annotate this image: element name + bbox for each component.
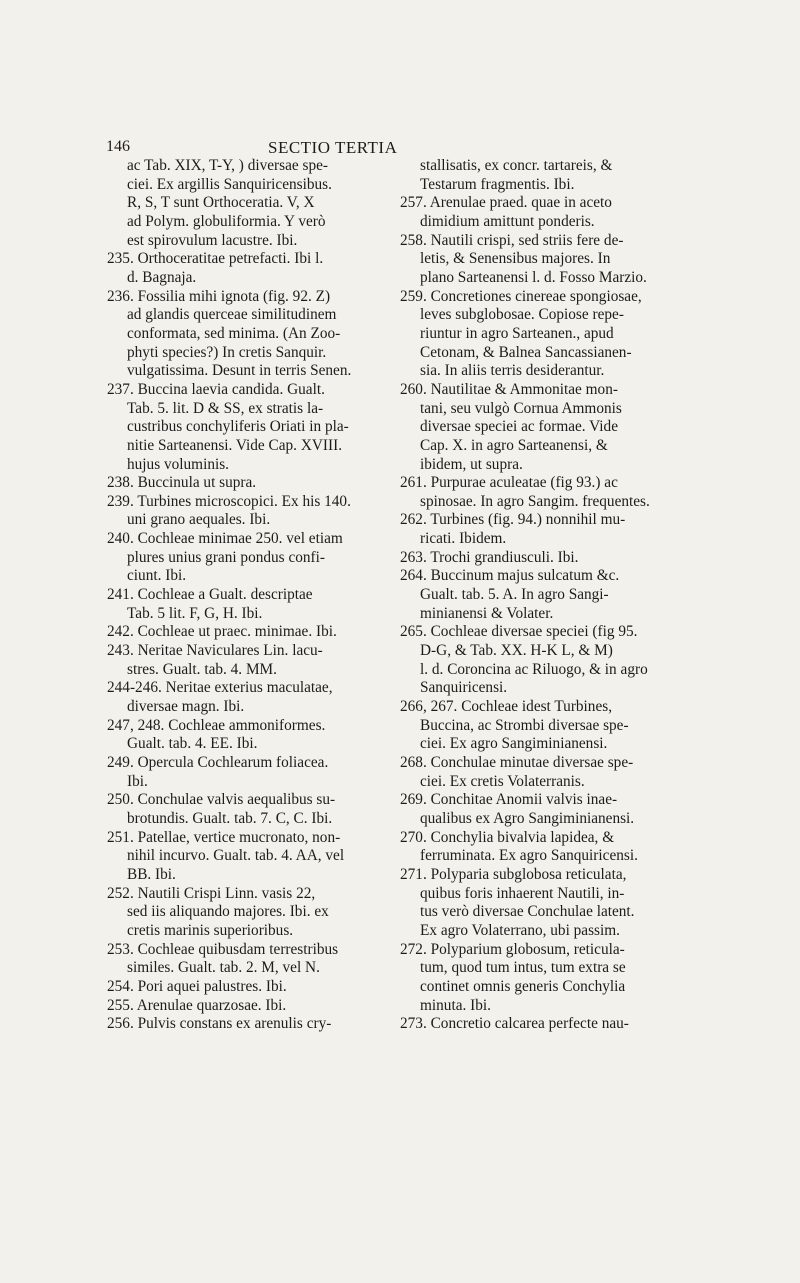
text-line: ibidem, ut supra. xyxy=(420,455,523,473)
text-line: 237. Buccina laevia candida. Gualt. xyxy=(107,380,325,398)
text-line: sia. In aliis terris desiderantur. xyxy=(420,362,605,380)
text-line: ad glandis querceae similitudinem xyxy=(127,306,337,324)
text-line: 244-246. Neritae exterius maculatae, xyxy=(107,679,333,697)
text-line: ciunt. Ibi. xyxy=(127,567,187,585)
text-line: hujus voluminis. xyxy=(127,455,229,473)
text-line: leves subglobosae. Copiose repe- xyxy=(420,306,624,324)
text-line: 239. Turbines microscopici. Ex his 140. xyxy=(107,492,351,510)
text-line: 236. Fossilia mihi ignota (fig. 92. Z) xyxy=(107,287,331,305)
text-line: 268. Conchulae minutae diversae spe- xyxy=(400,754,634,771)
text-line: 272. Polyparium globosum, reticula- xyxy=(400,940,625,958)
text-line: 270. Conchylia bivalvia lapidea, & xyxy=(400,828,615,846)
text-line: Gualt. tab. 5. A. In agro Sangi- xyxy=(420,586,609,604)
text-line: 255. Arenulae quarzosae. Ibi. xyxy=(107,996,287,1014)
text-line: minianensi & Volater. xyxy=(420,604,554,622)
text-line: ciei. Ex cretis Volaterranis. xyxy=(420,772,585,790)
text-line: 263. Trochi grandiusculi. Ibi. xyxy=(400,548,579,566)
text-line: plures unius grani pondus confi- xyxy=(127,548,325,566)
text-line: minuta. Ibi. xyxy=(420,996,491,1014)
text-line: est spirovulum lacustre. Ibi. xyxy=(127,231,298,249)
text-line: diversae speciei ac formae. Vide xyxy=(420,418,618,436)
text-line: tani, seu vulgò Cornua Ammonis xyxy=(420,399,622,417)
running-title: SECTIO TERTIA xyxy=(268,138,398,157)
text-line: 266, 267. Cochleae idest Turbines, xyxy=(400,698,613,716)
text-line: Gualt. tab. 4. EE. Ibi. xyxy=(127,735,258,753)
text-line: quibus foris inhaerent Nautili, in- xyxy=(420,884,625,902)
text-line: Cap. X. in agro Sarteanensi, & xyxy=(420,436,608,454)
text-line: Tab. 5 lit. F, G, H. Ibi. xyxy=(127,604,263,622)
text-line: cretis marinis superioribus. xyxy=(127,921,294,939)
right-text-column xyxy=(400,157,695,1034)
text-line: Tab. 5. lit. D & SS, ex stratis la- xyxy=(127,399,324,417)
text-line: phyti species?) In cretis Sanquir. xyxy=(127,343,327,361)
text-line: brotundis. Gualt. tab. 7. C, C. Ibi. xyxy=(127,809,333,827)
text-line: stres. Gualt. tab. 4. MM. xyxy=(127,660,277,678)
text-line: ricati. Ibidem. xyxy=(420,530,507,548)
text-line: ciei. Ex argillis Sanquiricensibus. xyxy=(127,175,332,193)
text-line: 251. Patellae, vertice mucronato, non- xyxy=(107,828,341,846)
text-line: 235. Orthoceratitae petrefacti. Ibi l. xyxy=(107,250,324,268)
text-line: nihil incurvo. Gualt. tab. 4. AA, vel xyxy=(127,847,345,865)
text-line: spinosae. In agro Sangim. frequentes. xyxy=(420,492,650,510)
text-line: ciei. Ex agro Sangiminianensi. xyxy=(420,735,608,753)
text-line: 257. Arenulae praed. quae in aceto xyxy=(400,194,612,212)
text-line: Testarum fragmentis. Ibi. xyxy=(420,175,575,193)
text-line: vulgatissima. Desunt in terris Senen. xyxy=(127,362,352,380)
text-line: continet omnis generis Conchylia xyxy=(420,977,626,995)
text-line: Ibi. xyxy=(127,772,148,790)
text-line: 259. Concretiones cinereae spongiosae, xyxy=(400,287,642,305)
text-line: l. d. Coroncina ac Riluogo, & in agro xyxy=(420,660,648,678)
text-line: 256. Pulvis constans ex arenulis cry- xyxy=(107,1015,332,1033)
text-line: 241. Cochleae a Gualt. descriptae xyxy=(107,586,313,604)
text-line: ad Polym. globuliformia. Y verò xyxy=(127,212,326,230)
text-line: sed iis aliquando majores. Ibi. ex xyxy=(127,903,329,921)
page-number: 146 xyxy=(106,138,130,155)
text-line: D-G, & Tab. XX. H-K L, & M) xyxy=(420,642,613,660)
text-line: 260. Nautilitae & Ammonitae mon- xyxy=(400,380,618,398)
text-line: stallisatis, ex concr. tartareis, & xyxy=(420,157,613,174)
text-line: Buccina, ac Strombi diversae spe- xyxy=(420,716,629,734)
text-line: 271. Polyparia subglobosa reticulata, xyxy=(400,865,627,883)
text-line: 265. Cochleae diversae speciei (fig 95. xyxy=(400,623,638,641)
text-line: qualibus ex Agro Sangiminianensi. xyxy=(420,809,635,827)
text-line: 253. Cochleae quibusdam terrestribus xyxy=(107,940,339,958)
text-line: riuntur in agro Sarteanen., apud xyxy=(420,324,614,342)
text-line: similes. Gualt. tab. 2. M, vel N. xyxy=(127,959,320,977)
text-line: Cetonam, & Balnea Sancassianen- xyxy=(420,343,632,361)
text-line: conformata, sed minima. (An Zoo- xyxy=(127,324,341,342)
text-line: BB. Ibi. xyxy=(127,865,176,883)
text-line: dimidium amittunt ponderis. xyxy=(420,212,595,230)
text-line: ac Tab. XIX, T-Y, ) diversae spe- xyxy=(127,157,328,174)
text-line: tus verò diversae Conchulae latent. xyxy=(420,903,635,921)
text-line: plano Sarteanensi l. d. Fosso Marzio. xyxy=(420,268,647,286)
text-line: 240. Cochleae minimae 250. vel etiam xyxy=(107,530,343,548)
left-text-column xyxy=(107,157,375,1034)
text-line: 243. Neritae Naviculares Lin. lacu- xyxy=(107,642,323,660)
text-line: 258. Nautili crispi, sed striis fere de- xyxy=(400,231,624,249)
text-line: R, S, T sunt Orthoceratia. V, X xyxy=(127,194,315,212)
text-line: Sanquiricensi. xyxy=(420,679,508,697)
text-line: tum, quod tum intus, tum extra se xyxy=(420,959,626,977)
text-line: 261. Purpurae aculeatae (fig 93.) ac xyxy=(400,474,618,492)
text-line: ferruminata. Ex agro Sanquiricensi. xyxy=(420,847,638,865)
text-line: 238. Buccinula ut supra. xyxy=(107,474,257,492)
text-line: nitie Sarteanensi. Vide Cap. XVIII. xyxy=(127,436,343,454)
text-line: 254. Pori aquei palustres. Ibi. xyxy=(107,977,287,995)
text-line: 249. Opercula Cochlearum foliacea. xyxy=(107,754,329,771)
text-line: letis, & Senensibus majores. In xyxy=(420,250,611,268)
text-line: d. Bagnaja. xyxy=(127,268,197,286)
text-line: 242. Cochleae ut praec. minimae. Ibi. xyxy=(107,623,337,641)
text-line: uni grano aequales. Ibi. xyxy=(127,511,271,529)
text-line: 273. Concretio calcarea perfecte nau- xyxy=(400,1015,629,1033)
text-line: 262. Turbines (fig. 94.) nonnihil mu- xyxy=(400,511,626,529)
text-line: 269. Conchitae Anomii valvis inae- xyxy=(400,791,618,809)
text-line: 252. Nautili Crispi Linn. vasis 22, xyxy=(107,884,316,902)
text-line: diversae magn. Ibi. xyxy=(127,698,245,716)
text-line: 250. Conchulae valvis aequalibus su- xyxy=(107,791,336,809)
text-line: custribus conchyliferis Oriati in pla- xyxy=(127,418,349,436)
text-line: 247, 248. Cochleae ammoniformes. xyxy=(107,716,326,734)
text-line: 264. Buccinum majus sulcatum &c. xyxy=(400,567,620,585)
text-line: Ex agro Volaterrano, ubi passim. xyxy=(420,921,620,939)
